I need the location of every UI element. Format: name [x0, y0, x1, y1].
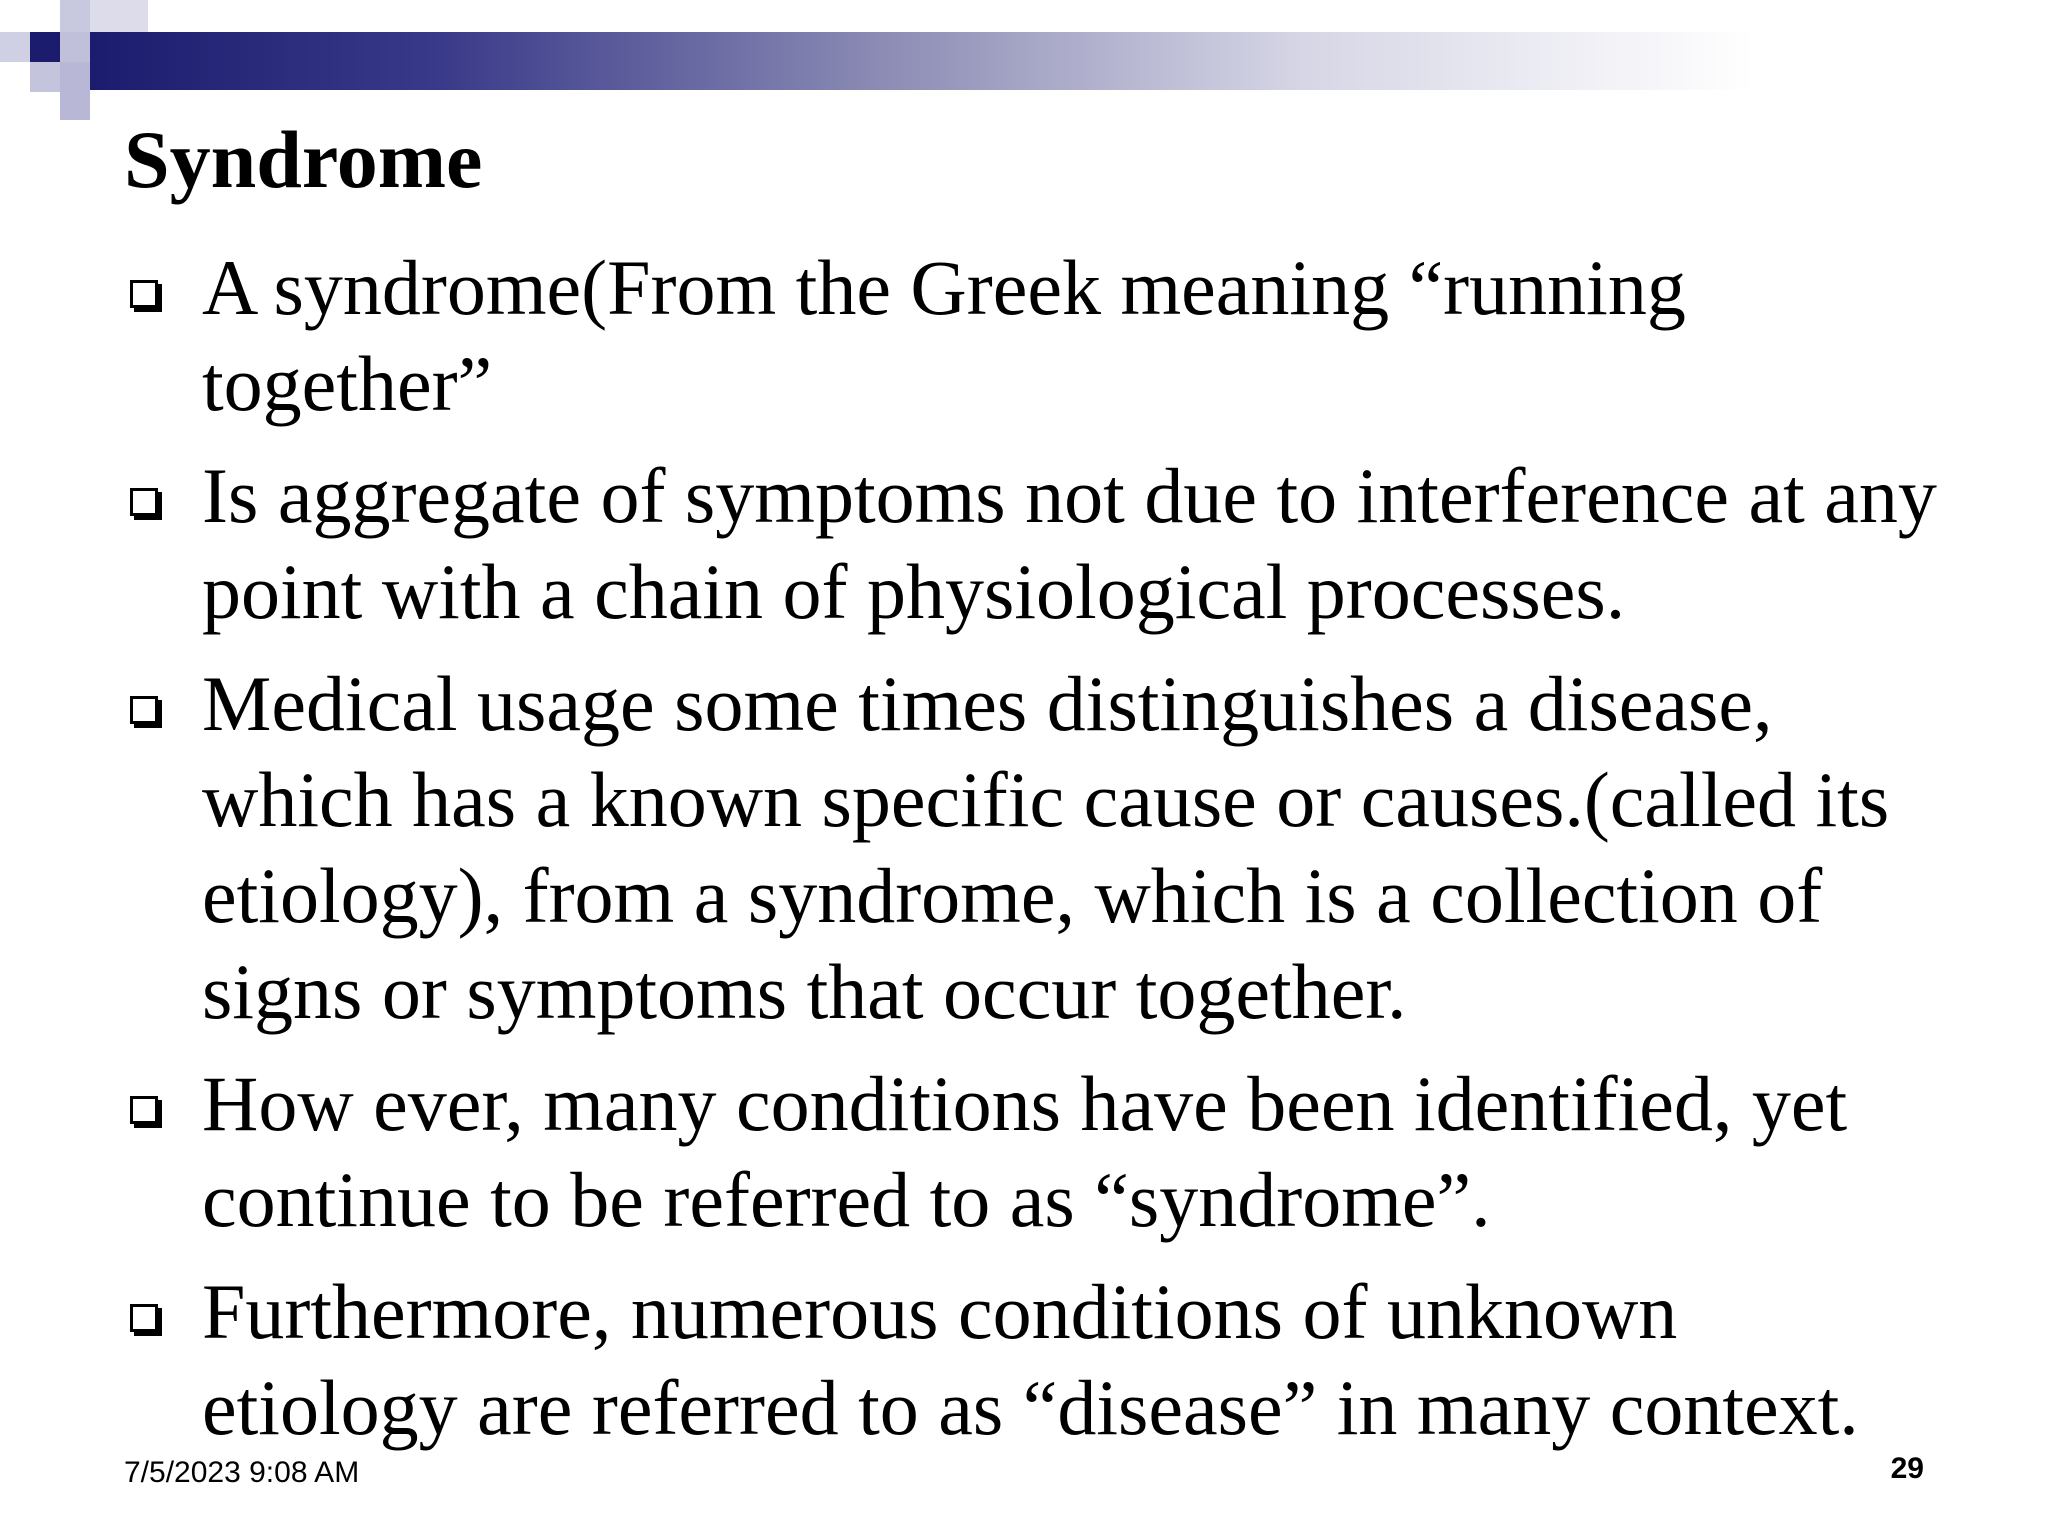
bullet-item: [124, 1056, 1944, 1248]
bullet-list: [124, 240, 1944, 1472]
decor-square: [30, 62, 60, 92]
decor-square: [60, 32, 90, 62]
decor-square: [60, 62, 90, 120]
bullet-item: [124, 448, 1944, 640]
bullet-text: How ever, many conditions have been identified, yet continue to be referred to as “syndrome”.: [202, 1060, 1848, 1243]
hollow-square-bullet-icon: [130, 696, 158, 724]
slide-title: Syndrome: [124, 114, 483, 205]
decor-square: [0, 0, 60, 32]
bullet-text: Is aggregate of symptoms not due to interference at any point with a chain of physiological processes.: [202, 452, 1937, 635]
bullet-text: Furthermore, numerous conditions of unknown etiology are referred to as “disease” in many context.: [202, 1268, 1859, 1451]
slide-number: 29: [1890, 1452, 1924, 1485]
bullet-item: [124, 1264, 1944, 1456]
footer-date: 7/5/2023 9:08 AM: [124, 1456, 360, 1489]
decor-square: [60, 0, 90, 32]
top-gradient-band: [90, 32, 2048, 90]
hollow-square-bullet-icon: [130, 1304, 158, 1332]
hollow-square-bullet-icon: [130, 280, 158, 308]
decor-square: [30, 32, 60, 62]
bullet-text: Medical usage some times distinguishes a disease, which has a known specific cause or causes.(called its etiology), from a syndrome, which is a collection of signs or symptoms that occur together.: [202, 660, 1890, 1035]
bullet-text: A syndrome(From the Greek meaning “running together”: [202, 244, 1686, 427]
bullet-item: [124, 656, 1944, 1040]
decor-square: [90, 0, 148, 32]
bullet-item: [124, 240, 1944, 432]
hollow-square-bullet-icon: [130, 1096, 158, 1124]
decor-square: [0, 32, 30, 62]
hollow-square-bullet-icon: [130, 488, 158, 516]
